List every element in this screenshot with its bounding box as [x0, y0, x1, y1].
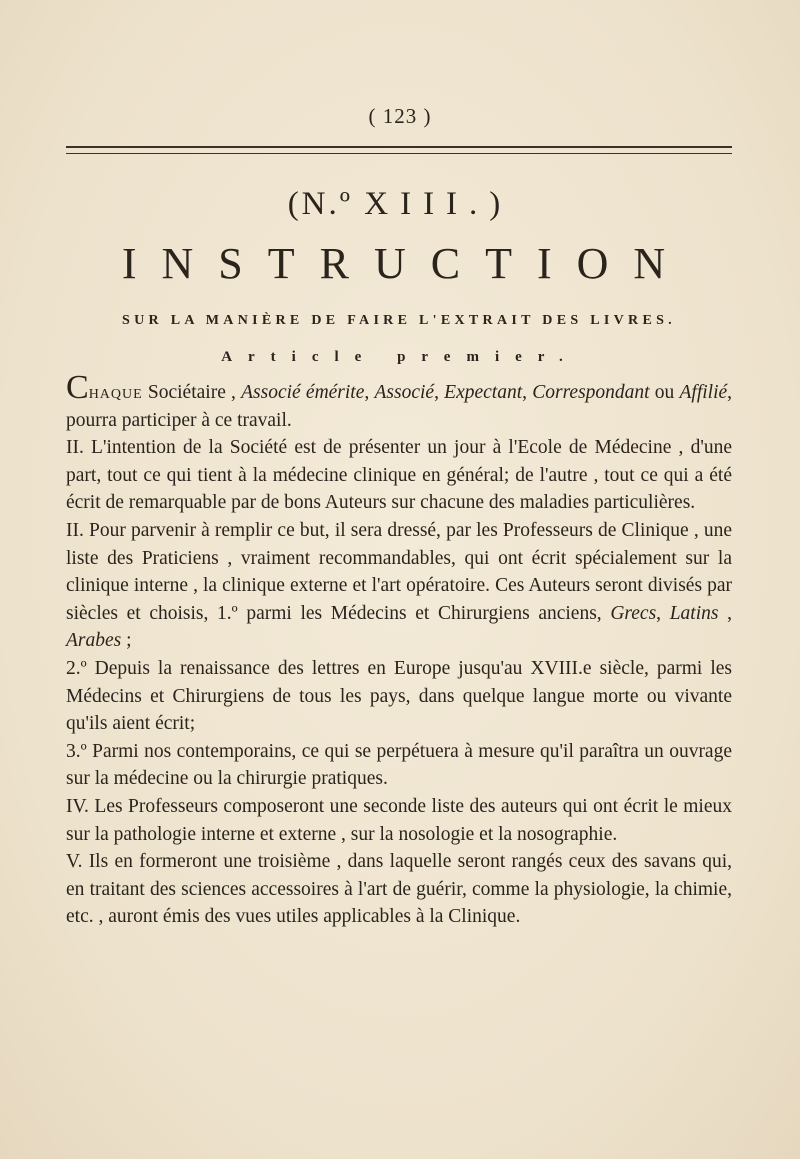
italic-term: Associé	[374, 382, 435, 403]
italic-term: Correspondant	[532, 382, 650, 403]
italic-term: Expectant	[444, 382, 523, 403]
paragraph-1	[66, 369, 733, 434]
text-run: Sociétaire ,	[142, 382, 242, 403]
page-number: ( 123 )	[368, 104, 432, 128]
text-run: ,	[718, 602, 733, 624]
text-run: ,	[364, 382, 375, 403]
text-run: ,	[434, 382, 445, 403]
paragraph-5: 3.º Parmi nos contemporains, ce qui se perpétuera à mesure qu'il paraîtra un ouvrage sur la médecine ou la chirurgie pratiques.	[66, 740, 732, 790]
section-number	[0, 186, 800, 223]
italic-term: Grecs	[610, 602, 657, 624]
text-run: , pourra participer à ce travail.	[66, 382, 733, 431]
section-number-roman: XIII.)	[364, 186, 513, 222]
italic-term: Arabes	[66, 630, 122, 652]
text-run: ,	[522, 382, 533, 403]
text-run: ,	[656, 602, 670, 624]
text-run: II. Pour parvenir à remplir ce but, il sera dressé, par les Professeurs de Clinique , une liste des Praticiens , vraiment recommandables, qui ont écrit spécialement sur la clinique interne , la clinique externe et l'art opératoire. Ces Auteurs seront divisés par siècles et choisis, 1.º parmi les Médecins et Chirurgiens anciens,	[66, 519, 732, 624]
paragraph-4: 2.º Depuis la renaissance des lettres en Europe jusqu'au XVIII.e siècle, parmi les Médecins et Chirurgiens de tous les pays, dans quelque langue morte ou vivante qu'ils aient écrit;	[66, 657, 732, 735]
italic-term: Affilié	[679, 382, 728, 403]
paragraph-3	[66, 517, 732, 655]
text-run: ou	[649, 382, 680, 403]
document-title: INSTRUCTION	[121, 239, 691, 288]
section-number-prefix: (N.º	[287, 186, 353, 222]
drop-cap: C	[66, 369, 89, 406]
paragraph-2: II. L'intention de la Société est de présenter un jour à l'Ecole de Médecine , d'une part, tout ce qui tient à la médecine clinique en général; de l'autre , tout ce qui a été écrit de remarquable par de bons Auteurs sur chacune des maladies particulières.	[66, 437, 732, 514]
italic-term: Latins	[669, 602, 719, 624]
paragraph-7: V. Ils en formeront une troisième , dans laquelle seront rangés ceux des savans qui, en traitant des sciences accessoires à l'art de guérir, comme la physiologie, la chimie, etc. , auront émis des vues utiles applicables à la Clinique.	[66, 851, 732, 928]
article-heading: Article premier.	[221, 349, 579, 365]
body-text	[66, 369, 733, 931]
text-run: ;	[121, 630, 132, 652]
paragraph-6: IV. Les Professeurs composeront une seconde liste des auteurs qui ont écrit le mieux sur la pathologie interne et externe , sur la nosologie et la nosographie.	[66, 795, 732, 845]
small-caps-word: haque	[88, 382, 143, 403]
document-subtitle: SUR LA MANIÈRE DE FAIRE L'EXTRAIT DES LIVRES.	[122, 313, 676, 328]
header-rule	[66, 146, 732, 154]
italic-term: Associé émérite	[241, 382, 365, 403]
